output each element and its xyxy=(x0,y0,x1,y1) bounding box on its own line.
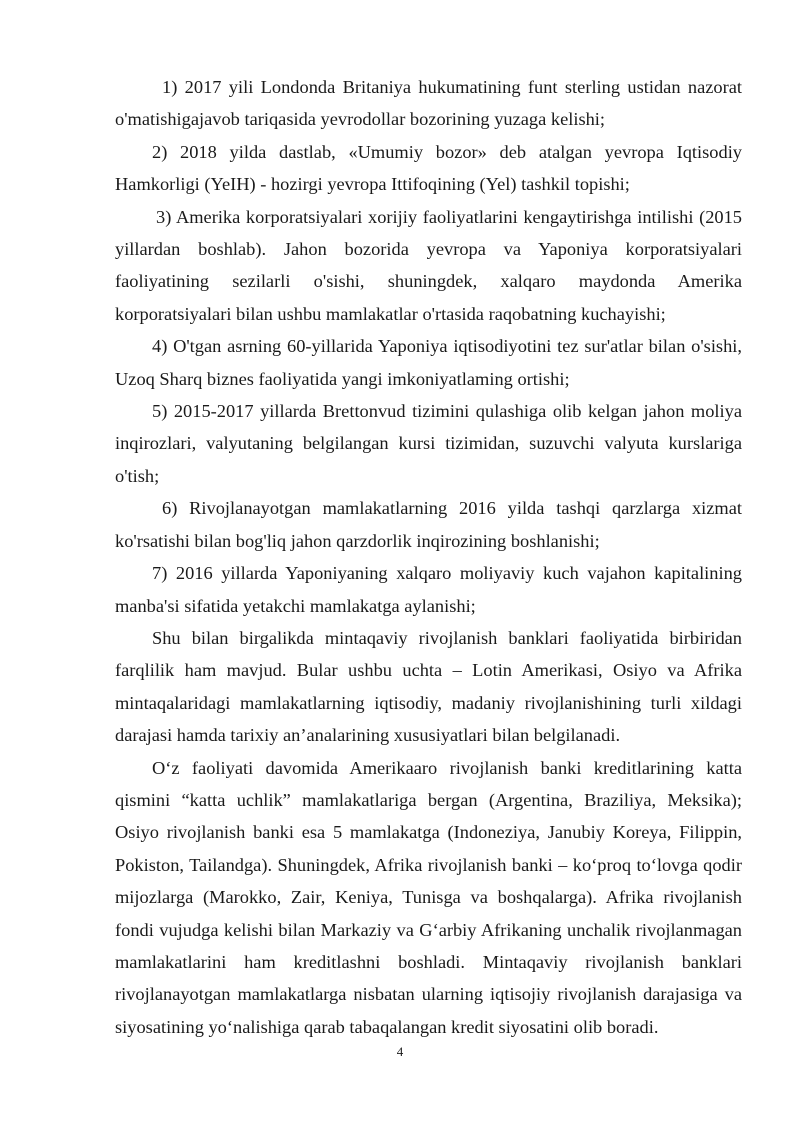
paragraph-item-7: 7) 2016 yillarda Yaponiyaning xalqaro moliyaviy kuch vajahon kapitalining manba'si sifatida yetakchi mamlakatga aylanishi; xyxy=(115,563,742,616)
paragraph-bank-activity: O‘z faoliyati davomida Amerikaaro rivojlanish banki kreditlarining katta qismini “katta uchlik” mamlakatlariga bergan (Argentina, Braziliya, Meksika); Osiyo rivojlanish banki esa 5 mamlakatga (Indoneziya, Janubiy Koreya, Filippin, Pokiston, Tailandga). Shuningdek, Afrika rivojlanish banki – ko‘proq to‘lovga qodir mijozlarga (Marokko, Zair, Keniya, Tunisga va boshqalarga). Afrika rivojlanish fondi vujudga kelishi bilan Markaziy va G‘arbiy Afrikaning unchalik rivojlanmagan mamlakatlarini ham kreditlashni boshladi. Mintaqaviy rivojlanish banklari rivojlanayotgan mamlakatlarga nisbatan ularning iqtisojiy rivojlanish darajasiga va siyosatining yo‘nalishiga qarab tabaqalangan kredit siyosatini olib boradi. xyxy=(115,757,742,1037)
document-body xyxy=(115,71,742,1043)
paragraph-regional-banks: Shu bilan birgalikda mintaqaviy rivojlanish banklari faoliyatida birbiridan farqlilik ham mavjud. Bular ushbu uchta – Lotin Amerikasi, Osiyo va Afrika mintaqalaridagi mamlakatlarning iqtisodiy, madaniy rivojlanishining turli xildagi darajasi hamda tarixiy an’analarining xususiyatlari bilan belgilanadi. xyxy=(115,627,742,746)
paragraph-item-4: 4) O'tgan asrning 60-yillarida Yaponiya iqtisodiyotini tez sur'atlar bilan o'sishi, Uzoq Sharq biznes faoliyatida yangi imkoniyatlaming ortishi; xyxy=(115,336,742,389)
paragraph-item-1: 1) 2017 yili Londonda Britaniya hukumatining funt sterling ustidan nazorat o'matishigajavob tariqasida yevrodollar bozorining yuzaga kelishi; xyxy=(115,77,742,130)
page-number: 4 xyxy=(396,1044,404,1059)
paragraph-item-6: 6) Rivojlanayotgan mamlakatlarning 2016 yilda tashqi qarzlarga xizmat ko'rsatishi bilan bog'liq jahon qarzdorlik inqirozining boshlanishi; xyxy=(115,498,742,551)
paragraph-item-5: 5) 2015-2017 yillarda Brettonvud tizimini qulashiga olib kelgan jahon moliya inqirozlari, valyutaning belgilangan kursi tizimidan, suzuvchi valyuta kurslariga o'tish; xyxy=(115,401,742,486)
paragraph-item-2: 2) 2018 yilda dastlab, «Umumiy bozor» deb atalgan yevropa Iqtisodiy Hamkorligi (YeIH) - hozirgi yevropa Ittifoqining (Yel) tashkil topishi; xyxy=(115,141,742,195)
paragraph-item-3: 3) Amerika korporatsiyalari xorijiy faoliyatlarini kengaytirishga intilishi (2015 yillardan boshlab). Jahon bozorida yevropa va Yaponiya korporatsiyalari faoliyatining sezilarli o'sishi, shuningdek, xalqaro maydonda Amerika korporatsiyalari bilan ushbu mamlakatlar o'rtasida raqobatning kuchayishi; xyxy=(115,206,742,324)
